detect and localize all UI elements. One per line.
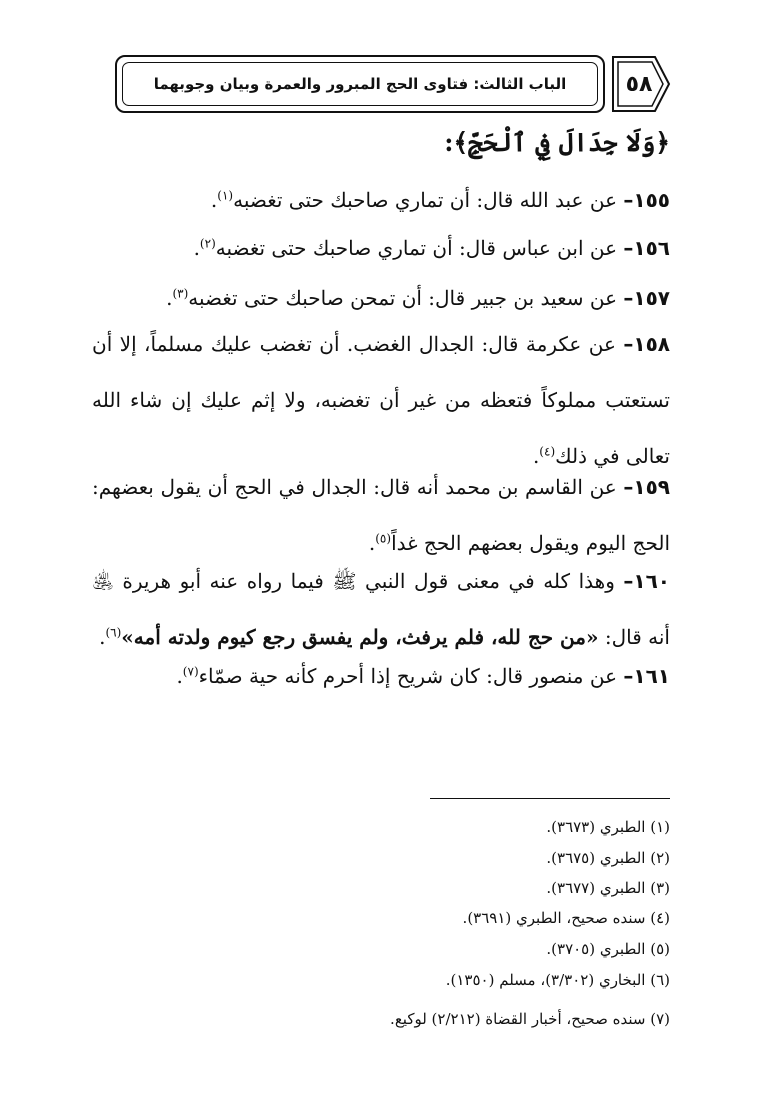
item-number: ١٥٦: [633, 236, 670, 260]
list-item: ١٥٩– عن القاسم بن محمد أنه قال: الجدال في الحج أن يقول بعضهم: الحج اليوم ويقول بعضهم الحج غداً$^{(٥)}$.: [92, 475, 671, 555]
footnote: (١) الطبري (٣٦٧٣).: [546, 818, 670, 836]
footnote-ref: (٦): [105, 625, 122, 640]
list-item: ١٥٥– عن عبد الله قال: أن تماري صاحبك حتى تغضبه$^{(١)}$.: [210, 188, 670, 212]
footnote: (٧) سنده صحيح، أخبار القضاة (٢/٢١٢) لوكيع.: [390, 1010, 670, 1028]
list-item: ١٦١– عن منصور قال: كان شريح إذا أحرم كأنه حية صمّاء$^{(٧)}$.: [176, 664, 670, 688]
item-number: ١٦١: [633, 664, 670, 688]
footnote: (٢) الطبري (٣٦٧٥).: [546, 849, 670, 867]
footnote-ref: (٧): [182, 664, 199, 679]
page-number: ٥٨: [625, 71, 653, 97]
item-text: عن ابن عباس قال: أن تماري صاحبك حتى تغضبه: [215, 236, 618, 260]
hadith-quote: «من حج لله، فلم يرفث، ولم يفسق رجع كيوم ولدته أمه»: [121, 625, 599, 649]
item-text: عن عكرمة قال: الجدال الغضب. أن تغضب عليك مسلماً، إلا أن تستعتب مملوكاً فتعظه من غير أن تغضبه، ولا إثم عليك إن شاء الله تعالى في ذلك: [92, 332, 670, 468]
header-title: الباب الثالث: فتاوى الحج المبرور والعمرة وبيان وجوبهما: [122, 62, 598, 106]
item-text: عن القاسم بن محمد أنه قال: الجدال في الحج أن يقول بعضهم: الحج اليوم ويقول بعضهم الحج غداً: [92, 475, 670, 555]
item-number: ١٥٩: [633, 475, 671, 499]
item-text: عن سعيد بن جبير قال: أن تمحن صاحبك حتى تغضبه: [188, 286, 618, 310]
footnote: (٥) الطبري (٣٧٠٥).: [546, 940, 670, 958]
footnote: (٦) البخاري (٣/٣٠٢)، مسلم (١٣٥٠).: [445, 971, 670, 989]
footnote-ref: (١): [217, 188, 234, 203]
footnote-separator: [430, 798, 670, 799]
item-number: ١٥٧: [633, 286, 670, 310]
footnote-ref: (٤): [539, 444, 556, 459]
list-item: ١٥٨– عن عكرمة قال: الجدال الغضب. أن تغضب عليك مسلماً، إلا أن تستعتب مملوكاً فتعظه من غير أن تغضبه، ولا إثم عليك إن شاء الله تعالى في ذلك$^{(٤)}$.: [92, 332, 671, 468]
item-number: ١٦٠: [633, 569, 670, 593]
list-item: ١٥٦– عن ابن عباس قال: أن تماري صاحبك حتى تغضبه$^{(٢)}$.: [193, 236, 670, 260]
item-number: ١٥٥: [633, 188, 670, 212]
item-text: عن منصور قال: كان شريح إذا أحرم كأنه حية صمّاء: [198, 664, 618, 688]
item-text: عن عبد الله قال: أن تماري صاحبك حتى تغضبه: [233, 188, 618, 212]
list-item: ١٦٠– وهذا كله في معنى قول النبي ﷺ فيما رواه عنه أبو هريرة ﵁ أنه قال: «من حج لله، فلم يرفث، ولم يفسق رجع كيوم ولدته أمه»$^{(٦)}$.: [92, 569, 670, 649]
verse-heading: ﴿وَلَا جِدَالَ فِي ٱلْحَجِّ﴾:: [444, 128, 670, 157]
footnote: (٣) الطبري (٣٦٧٧).: [546, 879, 670, 897]
item-number: ١٥٨: [633, 332, 671, 356]
running-header: [115, 55, 667, 115]
page-number-badge: [611, 55, 671, 113]
item-text: وهذا كله في معنى قول النبي ﷺ فيما رواه عنه أبو هريرة ﵁ أنه قال:: [92, 569, 670, 649]
footnote-ref: (٥): [375, 531, 392, 546]
footnote: (٤) سنده صحيح، الطبري (٣٦٩١).: [462, 909, 670, 927]
footnote-ref: (٢): [199, 236, 216, 251]
list-item: ١٥٧– عن سعيد بن جبير قال: أن تمحن صاحبك حتى تغضبه$^{(٣)}$.: [166, 286, 670, 310]
header-title-frame: [115, 55, 605, 113]
footnote-ref: (٣): [172, 286, 189, 301]
